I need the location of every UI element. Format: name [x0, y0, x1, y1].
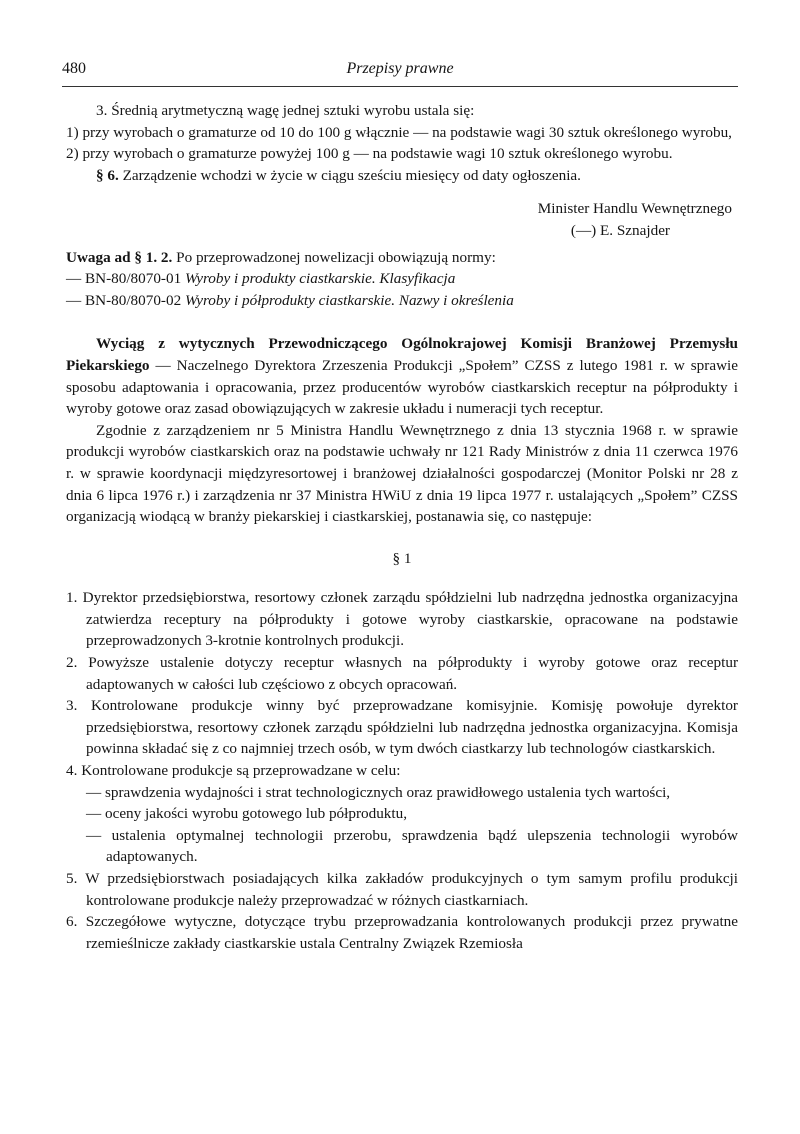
section-1-heading: § 1 — [392, 549, 412, 567]
section-1-item-2: 2. Powyższe ustalenie dotyczy receptur własnych na półprodukty i wyroby gotowe oraz receptur adaptowanych w całości lub częściowo z obcych opracowań. — [66, 654, 738, 693]
norm-2 — [66, 290, 738, 312]
norm-2-code: — BN-80/8070-02 — [66, 291, 185, 309]
norm-2-title: Wyroby i półprodukty ciastkarskie. Nazwy i określenia — [184, 291, 514, 309]
signature-title: Minister Handlu Wewnętrznego — [537, 200, 732, 218]
document-body — [66, 100, 738, 954]
section-1-item-4-dash-3: — ustalenia optymalnej technologii przerobu, sprawdzenia bądź ulepszenia technologii wyrobów adaptowanych. — [86, 826, 738, 866]
note-label: Uwaga ad § 1. 2. — [66, 248, 173, 266]
extract-title-rest: — Naczelnego Dyrektora Zrzeszenia Produkcji „Społem” CZSS z lutego 1981 r. w sprawie sposobu adaptowania i opracowania, przez producentów wyrobów ciastkarskich receptur na półprodukty i wyroby gotowe oraz zasad obowiązujących w zakresie układu i numeracji tych receptur. — [66, 356, 738, 418]
paragraph-3-intro: 3. Średnią arytmetyczną wagę jednej sztuki wyrobu ustala się: — [96, 102, 475, 119]
paragraph-6 — [66, 165, 738, 187]
paragraph-3-item-1: 1) przy wyrobach o gramaturze od 10 do 100 g włącznie — na podstawie wagi 30 sztuk określonego wyrobu, — [66, 123, 732, 141]
running-title: Przepisy prawne — [346, 60, 454, 77]
section-1-item-4-dash-2: — oceny jakości wyrobu gotowego lub półproduktu, — [86, 805, 407, 823]
paragraph-3-item-2: 2) przy wyrobach o gramaturze powyżej 100 g — na podstawie wagi 10 sztuk określonego wyrobu. — [66, 145, 673, 163]
section-1-item-3: 3. Kontrolowane produkcje winny być przeprowadzane komisyjnie. Komisję powołuje dyrektor przedsiębiorstwa, resortowy członek zarządu spółdzielni lub nadrzędna jednostka organizacyjna. Komisja powinna składać się z co najmniej trzech osób, w tym dwóch ciastkarzy lub technologów ciastkarskich. — [66, 697, 738, 758]
norm-1-title: Wyroby i produkty ciastkarskie. Klasyfikacja — [184, 270, 456, 288]
paragraph-6-label: § 6. — [96, 166, 119, 184]
section-1-item-6: 6. Szczegółowe wytyczne, dotyczące trybu przeprowadzania kontrolowanych produkcji przez prywatne rzemieślnicze zakłady ciastkarskie ustala Centralny Związek Rzemiosła — [66, 913, 738, 952]
signature-name: (—) E. Sznajder — [570, 221, 670, 239]
paragraph-6-text: Zarządzenie wchodzi w życie w ciągu sześciu miesięcy od daty ogłoszenia. — [118, 166, 581, 184]
extract-title-bold: Wyciąg z wytycznych Przewodniczącego Ogólnokrajowej Komisji Branżowej Przemysłu Piekarskiego — [66, 335, 738, 374]
section-1-item-4-dash-1: — sprawdzenia wydajności i strat technologicznych oraz prawidłowego ustalenia tych wartości, — [86, 783, 671, 801]
note-text: Po przeprowadzonej nowelizacji obowiązują normy: — [172, 248, 496, 266]
page-header — [62, 58, 738, 87]
note-paragraph — [66, 247, 738, 269]
section-1-item-1: 1. Dyrektor przedsiębiorstwa, resortowy członek zarządu spółdzielni lub nadrzędna jednostka organizacyjna zatwierdza receptury na półprodukty i gotowe wyroby ciastkarskie, opracowane na podstawie przeprowadzonych 3-krotnie kontrolnych produkcji. — [66, 589, 738, 650]
extract-preamble: Zgodnie z zarządzeniem nr 5 Ministra Handlu Wewnętrznego z dnia 13 stycznia 1968 r. w sprawie produkcji wyrobów ciastkarskich oraz na podstawie uchwały nr 121 Rady Ministrów z dnia 11 czerwca 1976 r. w sprawie koordynacji międzyresortowej i branżowej działalności gospodarczej (Monitor Polski nr 28 z dnia 6 lipca 1976 r.) i zarządzenia nr 37 Ministra HWiU z dnia 19 lipca 1977 r. ustalających „Społem” CZSS organizacją wiodącą w branży piekarskiej i ciastkarskiej, postanawia się, co następuje: — [66, 421, 738, 526]
extract-title — [66, 333, 738, 419]
norm-1-code: — BN-80/8070-01 — [66, 270, 185, 288]
section-1-item-5: 5. W przedsiębiorstwach posiadających kilka zakładów produkcyjnych o tym samym profilu produkcji kontrolowane produkcje należy przeprowadzać w różnych ciastkarniach. — [66, 870, 738, 909]
section-1-item-4: 4. Kontrolowane produkcje są przeprowadzane w celu: — [66, 762, 401, 780]
norm-1 — [66, 268, 738, 290]
page-number: 480 — [62, 60, 86, 77]
